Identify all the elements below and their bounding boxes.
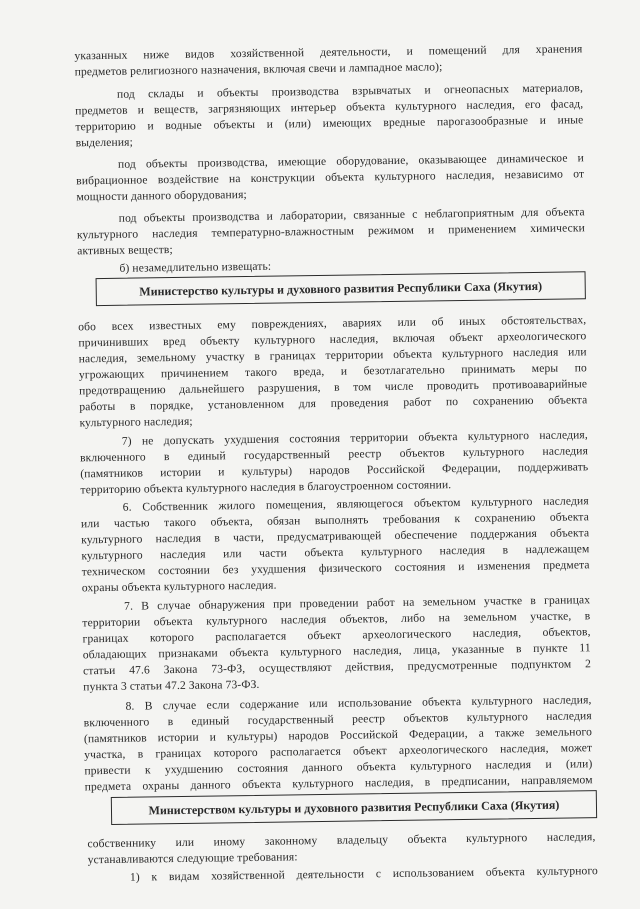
text-line: обо всех известных ему повреждениях, авариях или об иных обстоятельствах, — [78, 313, 587, 334]
text-line: территорию и водные объекты и (или) имеющих вредные парогазообразные и иные — [75, 113, 584, 134]
text-line: активных веществ; — [77, 243, 173, 258]
text-line: 1) к видам хозяйственной деятельности с использованием объекта культурного — [129, 864, 598, 884]
text-line: территорию объекта культурного наследия в благоустроенном состоянии. — [80, 478, 452, 497]
text-line: (памятников истории и культуры) народов Российской Федерации, поддерживать — [80, 460, 589, 481]
text-line: культурного наследия температурно-влажностным режимом и применением химически — [76, 221, 585, 242]
text-line: охраны объекта культурного наследия. — [81, 578, 277, 595]
text-line: выделения; — [75, 135, 133, 150]
text-line: участка, в границах которого располагается объект археологического наследия, может — [84, 741, 593, 762]
text-line: под объекты производства, имеющие оборудование, оказывающее динамическое и — [117, 151, 585, 171]
text-line: привести к ухудшению состояния данного объекта культурного наследия и (или) — [84, 757, 593, 778]
text-line: наследия, земельному участку в границах территории объекта культурного наследия или — [78, 345, 587, 366]
text-line: культурного наследия или части объекта культурного наследия в надлежащем — [81, 542, 590, 563]
text-line: предметов и веществ, загрязняющих интерьер объекта культурного наследия, его фасад, — [75, 97, 584, 118]
text-line: угрожающих причинением такого вреда, и безотлагательно принимать меры по — [78, 361, 587, 382]
text-line: (памятников истории и культуры) народов Российской Федерации, а также земельного — [83, 725, 593, 746]
text-line: предмета охраны данного объекта культурного наследия, в предписании, направляемом — [84, 773, 593, 794]
text-line: 7. В случае обнаружения при проведении работ на земельном участке в границах — [124, 593, 591, 613]
text-line: техническом состоянии без ухудшения физического состояния и изменения предмета — [81, 558, 590, 579]
text-line: культурного наследия; — [79, 414, 193, 430]
text-line: статьи 47.6 Закона 73-ФЗ, осуществляют действия, предусмотренные подпунктом 2 — [82, 657, 592, 678]
text-line: под объекты производства и лаборатории, связанные с неблагоприятным для объекта — [118, 205, 585, 225]
ministry-stamp: Министерством культуры и духовного развития Республики Саха (Якутия) — [111, 790, 597, 825]
text-line: пункта 3 статьи 47.2 Закона 73-ФЗ. — [83, 677, 260, 694]
text-line: включенного в единый государственный реестр объектов культурного наследия — [79, 444, 589, 465]
text-line: под склады и объекты производства взрывчатых и огнеопасных материалов, — [116, 81, 584, 101]
text-line: предотвращению дальнейшего разрушения, в том числе проводить противоаварийные — [79, 377, 588, 398]
text-line: 7) не допускать ухудшения состояния территории объекта культурного наследия, — [121, 428, 588, 448]
text-line: границах которого располагается объект археологического наследия, объектов, — [82, 625, 591, 646]
text-line: б) незамедлительно извещать: — [119, 259, 272, 275]
text-line: мощности данного оборудования; — [76, 187, 247, 204]
text-line: 6. Собственник жилого помещения, являющегося объектом культурного наследия — [122, 494, 589, 514]
text-line: предметов религиозного назначения, включая свечи и лампадное масло); — [74, 60, 443, 79]
text-line: включенного в единый государственный реестр объектов культурного наследия — [83, 709, 592, 730]
text-line: 8. В случае если содержание или использование объекта культурного наследия, — [125, 693, 592, 713]
text-line: вибрационное воздействие на конструкции объекта культурного наследия, независимо от — [76, 167, 585, 188]
text-line: обладающих признаками объекта культурного наследия, лица, указанные в пункте 11 — [82, 641, 591, 662]
text-line: устанавливаются следующие требования: — [87, 850, 298, 867]
text-line: культурного наследия в части, предусматривающей обеспечение поддержания объекта — [81, 526, 590, 547]
text-line: причинивших вред объекту культурного наследия, включая объект археологического — [78, 329, 587, 350]
ministry-stamp: Министерство культуры и духовного развития Республики Саха (Якутия) — [96, 271, 586, 306]
text-line: территории объекта культурного наследия объектов, либо на земельном участке, в — [82, 609, 591, 630]
text-line: или частью такого объекта, обязан выполнять требования к сохранению объекта — [80, 510, 590, 531]
text-line: работы в порядке, установленном для проведения работ по сохранению объекта — [79, 393, 588, 414]
text-line: собственнику или иному законному владельцу объекта культурного наследия, — [87, 830, 596, 851]
text-line: указанных ниже видов хозяйственной деятельности, и помещений для хранения — [74, 42, 583, 63]
